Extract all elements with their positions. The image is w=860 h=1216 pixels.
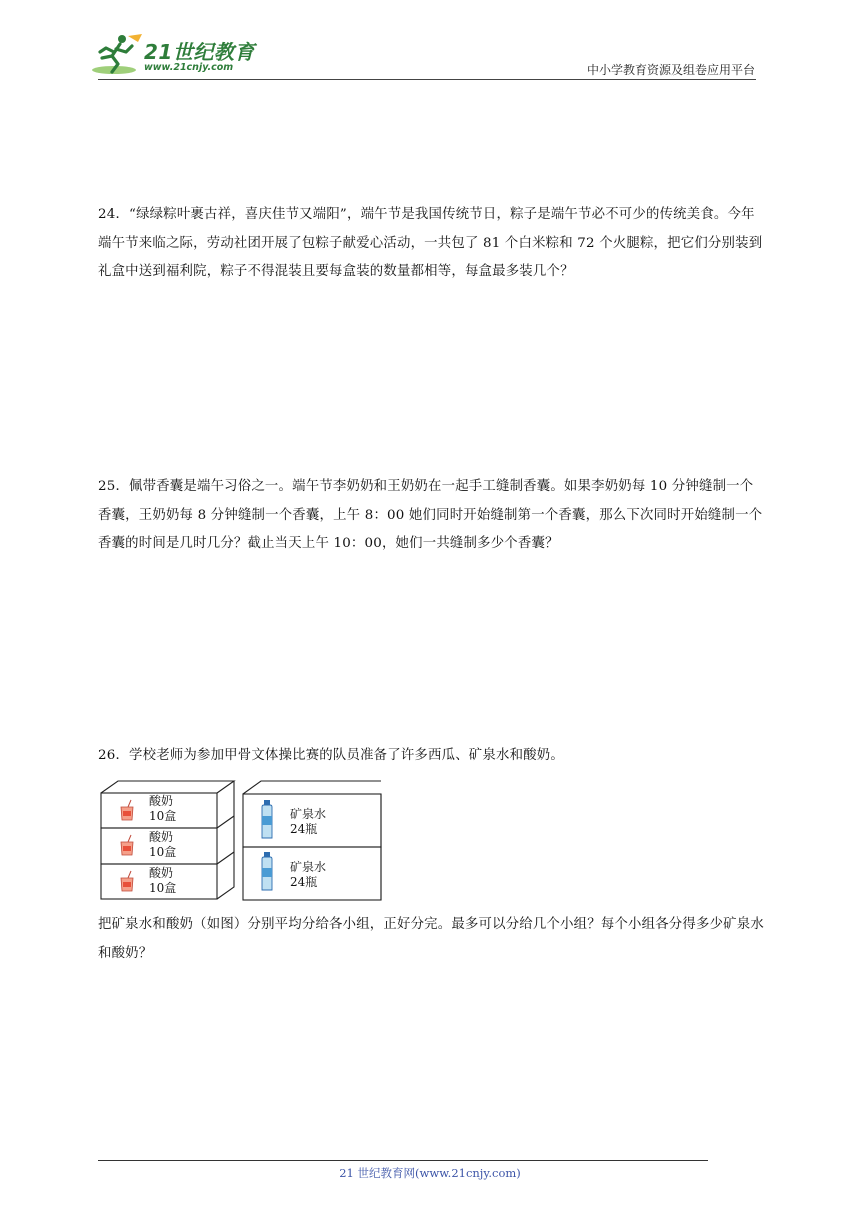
yogurt-box-label: 酸奶 10盒 xyxy=(149,866,177,895)
boxes-figure xyxy=(98,778,388,904)
question-24: 24．“绿绿粽叶裹古祥，喜庆佳节又端阳”，端午节是我国传统节日，粽子是端午节必不可少的传统美食。今年端午节来临之际，劳动社团开展了包粽子献爱心活动，一共包了 81 个白米粽和 72 个火腿粽，把它们分别装到礼盒中送到福利院，粽子不得混装且要每盒装的数量都相等，每盒最多装几个？ xyxy=(98,207,763,279)
footer-divider xyxy=(98,1160,708,1161)
header-divider xyxy=(98,79,756,80)
question-25: 25．佩带香囊是端午习俗之一。端午节李奶奶和王奶奶在一起手工缝制香囊。如果李奶奶每 10 分钟缝制一个香囊，王奶奶每 8 分钟缝制一个香囊，上午 8：00 她们同时开始缝制第一个香囊，那么下次同时开始缝制一个香囊的时间是几时几分？截止当天上午 10：00，她们一共缝制多少个香囊？ xyxy=(98,479,763,551)
footer-link[interactable]: 21 世纪教育网(www.21cnjy.com) xyxy=(339,1166,521,1180)
yogurt-box-label: 酸奶 10盒 xyxy=(149,830,177,859)
logo-text: 21世纪教育 xyxy=(144,40,255,64)
site-logo xyxy=(92,32,272,80)
water-box-label: 矿泉水 24瓶 xyxy=(290,807,327,836)
water-box-label: 矿泉水 24瓶 xyxy=(290,860,327,889)
yogurt-box-label: 酸奶 10盒 xyxy=(149,794,177,823)
platform-text: 中小学教育资源及组卷应用平台 xyxy=(586,63,755,77)
question-26-text: 把矿泉水和酸奶（如图）分别平均分给各小组，正好分完。最多可以分给几个小组？每个小组各分得多少矿泉水和酸奶？ xyxy=(98,917,764,961)
yogurt-icons xyxy=(121,800,133,891)
runner-logo-icon xyxy=(92,32,144,78)
boxes-drawing xyxy=(98,778,388,904)
logo-url: www.21cnjy.com xyxy=(144,62,234,73)
question-26-intro: 26．学校老师为参加甲骨文体操比赛的队员准备了许多西瓜、矿泉水和酸奶。 xyxy=(98,748,564,763)
water-bottle-icons xyxy=(262,800,272,890)
